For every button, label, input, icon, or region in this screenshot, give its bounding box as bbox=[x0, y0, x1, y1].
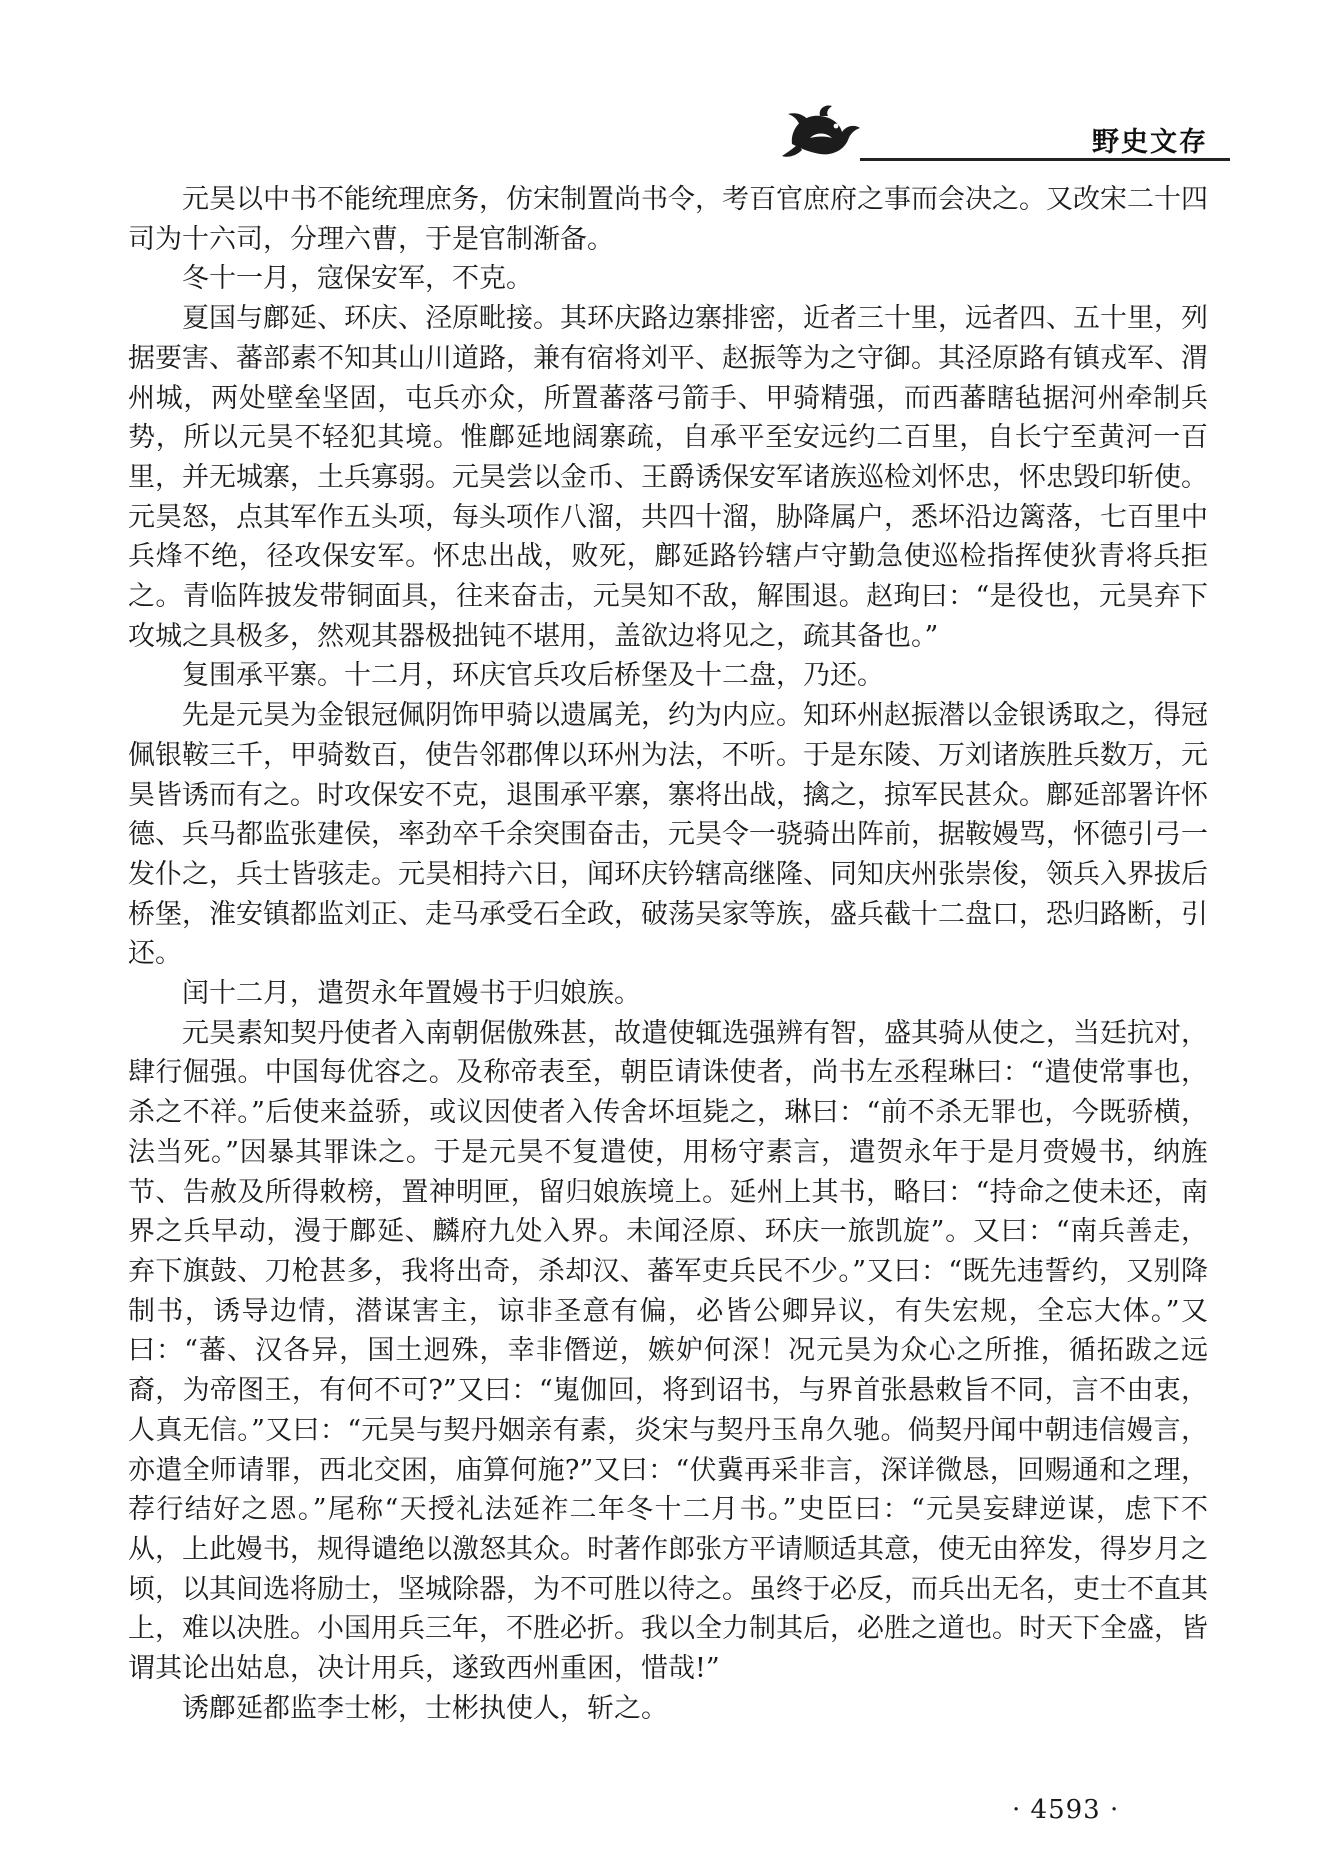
page-header bbox=[760, 96, 1230, 166]
series-title: 野史文存 bbox=[1092, 127, 1208, 158]
page-number: · 4593 · bbox=[1012, 1795, 1120, 1825]
paragraph: 元昊素知契丹使者入南朝倨傲殊甚，故遣使辄选强辨有智，盛其骑从使之，当廷抗对，肆行倔强。中国每优容之。及称帝表至，朝臣请诛使者，尚书左丞程琳曰：“遣使常事也，杀之不祥。”后使来益骄，或议因使者入传舍坏垣毙之，琳曰：“前不杀无罪也，今既骄横，法当死。”因暴其罪诛之。于是元昊不复遣使，用杨守素言，遣贺永年于是月赍嫚书，纳旌节、告赦及所得敕榜，置神明匣，留归娘族境上。延州上其书，略曰：“持命之使未还，南界之兵早动，漫于鄜延、麟府九处入界。未闻泾原、环庆一旅凯旋”。又曰：“南兵善走，弃下旗鼓、刀枪甚多，我将出奇，杀却汉、蕃军吏兵民不少。”又曰：“既先违誓约，又别降制书，诱导边情，潜谋害主，谅非圣意有偏，必皆公卿异议，有失宏规，全忘大体。”又曰：“蕃、汉各异，国土迥殊，幸非僭逆，嫉妒何深！况元昊为众心之所推，循拓跋之远裔，为帝图王，有何不可?”又曰：“嵬伽回，将到诏书，与界首张悬敕旨不同，言不由衷，人真无信。”又曰：“元昊与契丹姻亲有素，炎宋与契丹玉帛久驰。倘契丹闻中朝违信嫚言，亦遣全师请罪，西北交困，庙算何施?”又曰：“伏冀再采非言，深详微恳，回赐通和之理，荐行结好之恩。”尾称“天授礼法延祚二年冬十二月书。”史臣曰：“元昊妄肆逆谋，虑下不从，上此嫚书，规得谴绝以激怒其众。时著作郎张方平请顺适其意，使无由猝发，得岁月之顷，以其间选将励士，坚城除器，为不可胜以待之。虽终于必反，而兵出无名，吏士不直其上，难以决胜。小国用兵三年，不胜必折。我以全力制其后，必胜之道也。时天下全盛，皆谓其论出姑息，决计用兵，遂致西州重困，惜哉!” bbox=[128, 1017, 1208, 1685]
main-text bbox=[128, 180, 1208, 1728]
paragraph: 复围承平寨。十二月，环庆官兵攻后桥堡及十二盘，乃还。 bbox=[182, 660, 884, 692]
paragraph: 冬十一月，寇保安军，不克。 bbox=[182, 263, 533, 295]
header-rule bbox=[860, 158, 1230, 161]
paragraph: 元昊以中书不能统理庶务，仿宋制置尚书令，考百官庶府之事而会决之。又改宋二十四司为十六司，分理六曹，于是官制渐备。 bbox=[128, 184, 1208, 255]
paragraph: 闰十二月，遣贺永年置嫚书于归娘族。 bbox=[182, 978, 641, 1010]
paragraph: 夏国与鄜延、环庆、泾原毗接。其环庆路边寨排密，近者三十里，远者四、五十里，列据要害、蕃部素不知其山川道路，兼有宿将刘平、赵振等为之守御。其泾原路有镇戎军、渭州城，两处壁垒坚固，屯兵亦众，所置蕃落弓箭手、甲骑精强，而西蕃瞎毡据河州牵制兵势，所以元昊不轻犯其境。惟鄜延地阔寨疏，自承平至安远约二百里，自长宁至黄河一百里，并无城寨，土兵寡弱。元昊尝以金币、王爵诱保安军诸族巡检刘怀忠，怀忠毁印斩使。元昊怒，点其军作五头项，每头项作八溜，共四十溜，胁降属户，悉坏沿边篱落，七百里中兵烽不绝，径攻保安军。怀忠出战，败死，鄜延路钤辖卢守勤急使巡检指挥使狄青将兵拒之。青临阵披发带铜面具，往来奋击，元昊知不敌，解围退。赵珣曰：“是役也，元昊弃下攻城之具极多，然观其器极拙钝不堪用，盖欲边将见之，疏其备也。” bbox=[128, 303, 1208, 652]
paragraph: 诱鄜延都监李士彬，士彬执使人，斩之。 bbox=[182, 1692, 668, 1724]
paragraph: 先是元昊为金银冠佩阴饰甲骑以遗属羌，约为内应。知环州赵振潜以金银诱取之，得冠佩银鞍三千，甲骑数百，使告邻郡俾以环州为法，不听。于是东陵、万刘诸族胜兵数万，元昊皆诱而有之。时攻保安不克，退围承平寨，寨将出战，擒之，掠军民甚众。鄜延部署许怀德、兵马都监张建侯，率劲卒千余突围奋击，元昊令一骁骑出阵前，据鞍嫚骂，怀德引弓一发仆之，兵士皆骇走。元昊相持六日，闻环庆钤辖高继隆、同知庆州张崇俊，领兵入界拔后桥堡，淮安镇都监刘正、走马承受石全政，破荡吴家等族，盛兵截十二盘口，恐归路断，引还。 bbox=[128, 700, 1208, 970]
dragon-emblem-icon bbox=[780, 100, 866, 162]
